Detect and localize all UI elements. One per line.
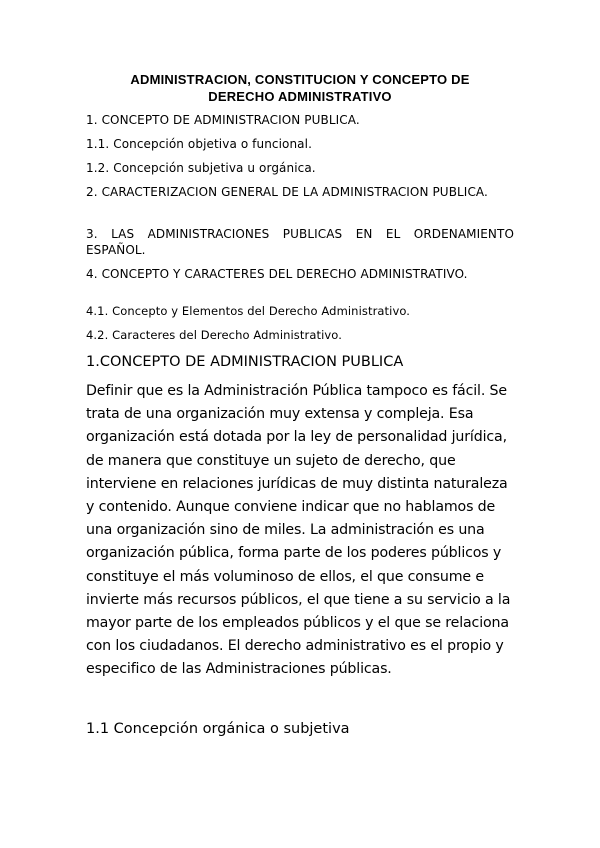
toc-item-2: 2. CARACTERIZACION GENERAL DE LA ADMINISTRACION PUBLICA. xyxy=(86,185,488,199)
toc-item-4-2: 4.2. Caracteres del Derecho Administrativo. xyxy=(86,328,342,342)
toc-item-1: 1. CONCEPTO DE ADMINISTRACION PUBLICA. xyxy=(86,113,360,127)
section-1-heading: 1.CONCEPTO DE ADMINISTRACION PUBLICA xyxy=(86,354,404,370)
title-line-1: ADMINISTRACION, CONSTITUCION Y CONCEPTO DE xyxy=(130,72,470,87)
section-1-1-heading: 1.1 Concepción orgánica o subjetiva xyxy=(86,721,350,737)
toc-item-1-1: 1.1. Concepción objetiva o funcional. xyxy=(86,137,312,151)
section-1-paragraph: Definir que es la Administración Pública tampoco es fácil. Se trata de una organización muy extensa y compleja. Esa organización está dotada por la ley de personalidad jurídica, de manera que constituye un sujeto de derecho, que interviene en relaciones jurídicas de muy distinta naturaleza y contenido. Aunque conviene indicar que no hablamos de una organización sino de miles. La administración es una organización pública, forma parte de los poderes públicos y constituye el más voluminoso de ellos, el que consume e invierte más recursos públicos, el que tiene a su servicio a la mayor parte de los empleados públicos y el que se relaciona con los ciudadanos. El derecho administrativo es el propio y especifico de las Administraciones públicas. xyxy=(86,383,511,678)
toc-item-4: 4. CONCEPTO Y CARACTERES DEL DERECHO ADMINISTRATIVO. xyxy=(86,267,468,281)
section-1-body xyxy=(86,380,518,682)
title-line-2: DERECHO ADMINISTRATIVO xyxy=(208,89,392,104)
toc-item-1-2: 1.2. Concepción subjetiva u orgánica. xyxy=(86,161,316,175)
document-title xyxy=(100,71,500,105)
toc-item-4-1: 4.1. Concepto y Elementos del Derecho Administrativo. xyxy=(86,304,411,318)
toc-item-3: 3. LAS ADMINISTRACIONES PUBLICAS EN EL ORDENAMIENTO ESPAÑOL. xyxy=(86,227,514,257)
